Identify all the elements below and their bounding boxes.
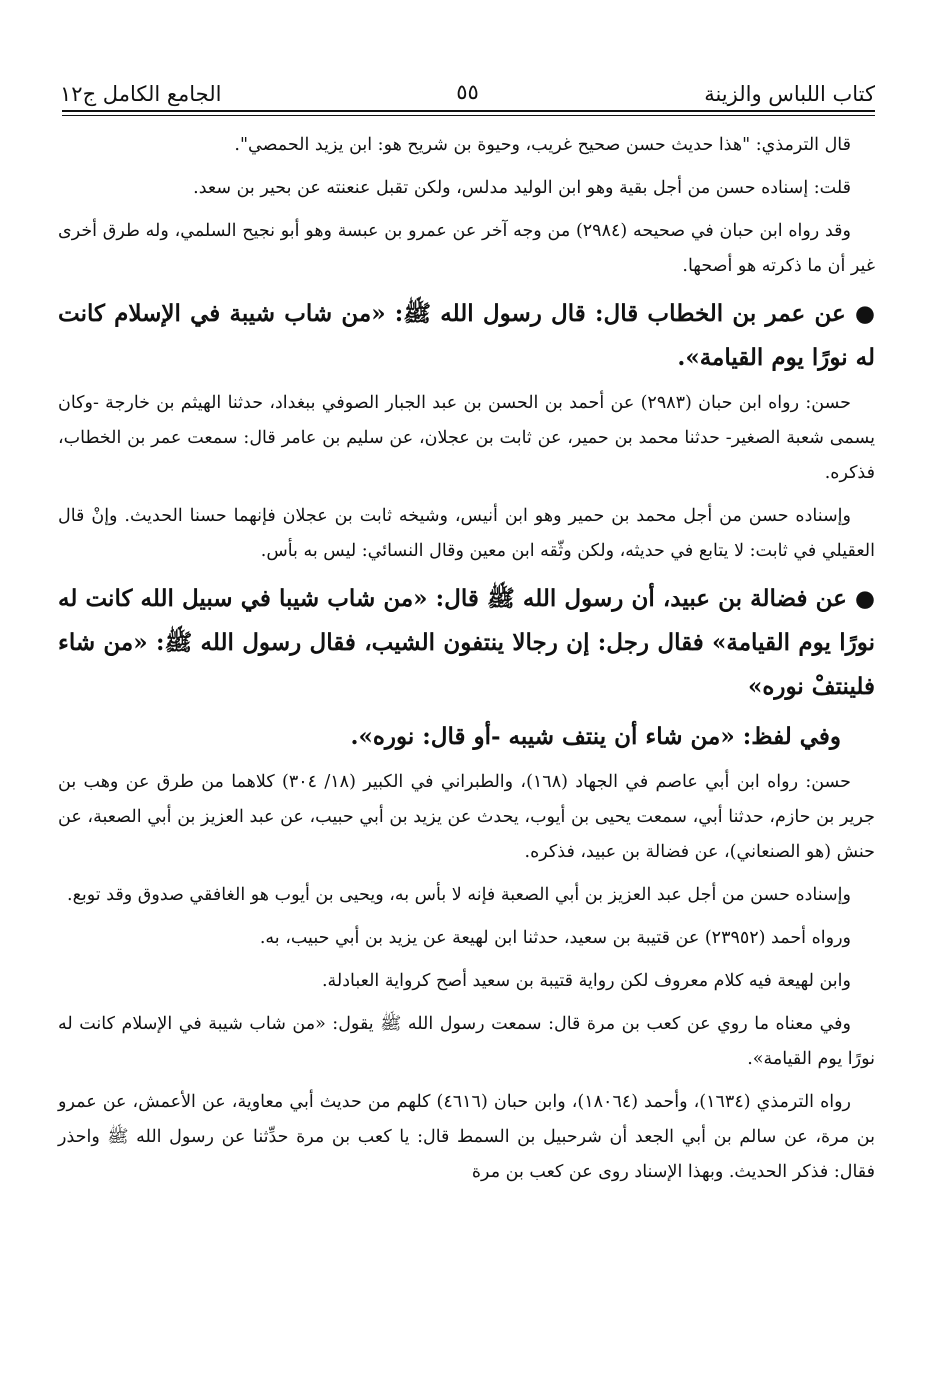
commentary-paragraph: وابن لهيعة فيه كلام معروف لكن رواية قتيبة بن سعيد أصح كرواية العبادلة. xyxy=(321,971,851,991)
header-book-title: الجامع الكامل ج١٢ xyxy=(60,82,222,106)
header-chapter-title: كتاب اللباس والزينة xyxy=(704,82,875,106)
page-body xyxy=(58,128,875,1198)
commentary-paragraph: ورواه أحمد (٢٣٩٥٢) عن قتيبة بن سعيد، حدثنا ابن لهيعة عن يزيد بن أبي حبيب، به. xyxy=(259,928,851,948)
running-header xyxy=(60,70,875,106)
commentary-paragraph: وإسناده حسن من أجل عبد العزيز بن أبي الصعبة فإنه لا بأس به، ويحيى بن أيوب هو الغافقي صدوق وقد توبع. xyxy=(67,885,851,905)
commentary-paragraph: رواه الترمذي (١٦٣٤)، وأحمد (١٨٠٦٤)، وابن حبان (٤٦١٦) كلهم من حديث أبي معاوية، عن الأعمش، عن عمرو بن مرة، عن سالم بن أبي الجعد أن شرحبيل بن السمط قال: يا كعب بن مرة حدِّثنا عن رسول الله ﷺ واحذر فقال: فذكر الحديث. وبهذا الإسناد روى عن كعب بن مرة xyxy=(58,1092,875,1182)
hadith-text: ● عن فضالة بن عبيد، أن رسول الله ﷺ قال: «من شاب شيبا في سبيل الله كانت له نورًا يوم القيامة» فقال رجل: إن رجالا ينتفون الشيب، فقال رسول الله ﷺ: «من شاء فلينتفْ نوره» xyxy=(58,585,875,700)
commentary-paragraph: وقد رواه ابن حبان في صحيحه (٢٩٨٤) من وجه آخر عن عمرو بن عبسة وهو أبو نجيح السلمي، وله طرق أخرى غير أن ما ذكرته هو أصحها. xyxy=(58,221,875,276)
page-number: ٥٥ xyxy=(456,80,479,104)
commentary-paragraph: حسن: رواه ابن أبي عاصم في الجهاد (١٦٨)، والطبراني في الكبير (١٨/ ٣٠٤) كلاهما من طرق عن وهب بن جرير بن حازم، حدثنا أبي، سمعت يحيى بن أيوب، يحدث عن يزيد بن أبي حبيب، عن عبد العزيز بن أبي الصعبة، عن حنش (هو الصنعاني)، عن فضالة بن عبيد، فذكره. xyxy=(58,772,875,862)
hadith-text: ● عن عمر بن الخطاب قال: قال رسول الله ﷺ: «من شاب شيبة في الإسلام كانت له نورًا يوم القيامة». xyxy=(58,300,875,371)
hadith-text: وفي لفظ: «من شاء أن ينتف شيبه -أو قال: نوره». xyxy=(350,723,841,750)
header-rule-thin xyxy=(62,115,875,116)
commentary-paragraph: قال الترمذي: "هذا حديث حسن صحيح غريب، وحيوة بن شريح هو: ابن يزيد الحمصي". xyxy=(234,135,851,155)
commentary-paragraph: حسن: رواه ابن حبان (٢٩٨٣) عن أحمد بن الحسن بن عبد الجبار الصوفي ببغداد، حدثنا الهيثم بن خارجة -وكان يسمى شعبة الصغير- حدثنا محمد بن حمير، عن ثابت بن عجلان، عن سليم بن عامر قال: سمعت عمر بن الخطاب، فذكره. xyxy=(58,393,875,483)
header-rule-thick xyxy=(62,110,875,112)
commentary-paragraph: وفي معناه ما روي عن كعب بن مرة قال: سمعت رسول الله ﷺ يقول: «من شاب شيبة في الإسلام كانت له نورًا يوم القيامة». xyxy=(58,1014,875,1069)
commentary-paragraph: قلت: إسناده حسن من أجل بقية وهو ابن الوليد مدلس، ولكن تقبل عنعنته عن بحير بن سعد. xyxy=(193,178,851,198)
commentary-paragraph: وإسناده حسن من أجل محمد بن حمير وهو ابن أنيس، وشيخه ثابت بن عجلان فإنهما حسنا الحديث. وإنْ قال العقيلي في ثابت: لا يتابع في حديثه، ولكن وثّقه ابن معين وقال النسائي: ليس به بأس. xyxy=(58,506,875,561)
